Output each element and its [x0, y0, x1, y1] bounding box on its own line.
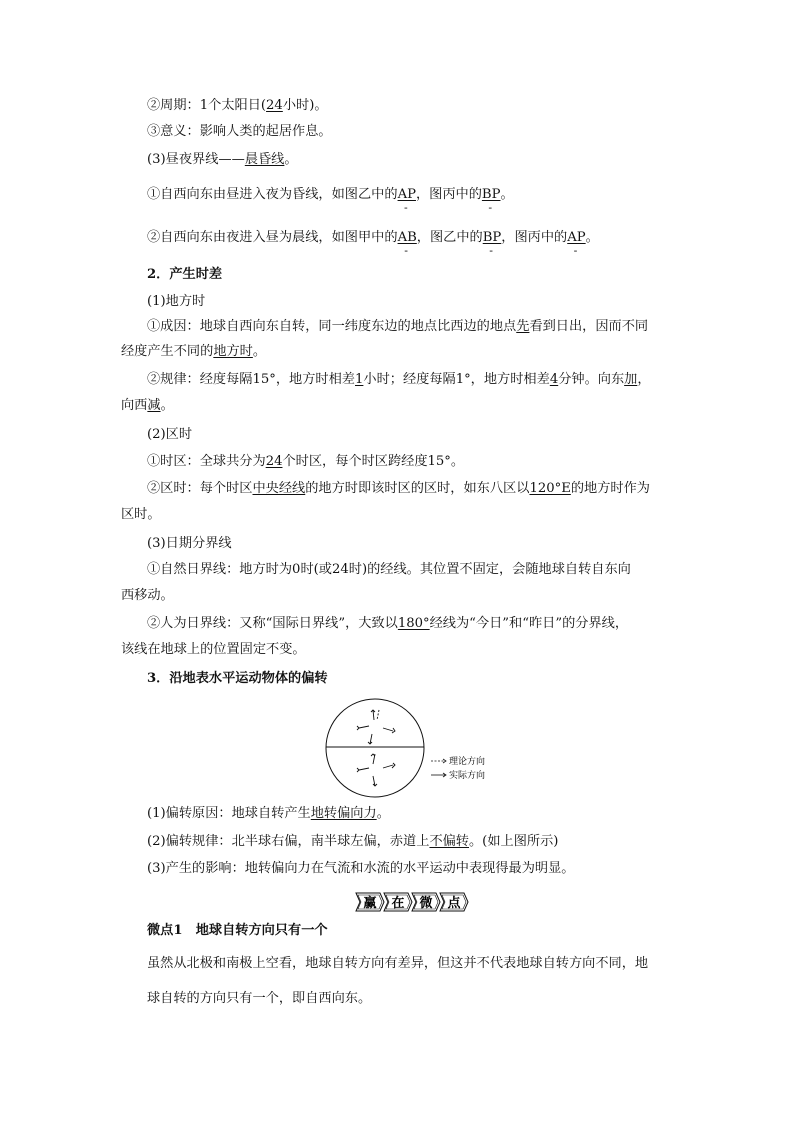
section-banner [352, 891, 472, 913]
text-span: 微点1 地球自转方向只有一个 [147, 923, 328, 938]
text-span: ①时区：全球共分为 [147, 454, 266, 469]
text-span: ②区时：每个时区 [147, 481, 253, 496]
text-line [121, 397, 174, 415]
text-line [147, 955, 648, 973]
text-span: 。 [500, 187, 514, 202]
underlined-answer: AP - [398, 186, 416, 204]
underlined-answer: 地方时 [213, 344, 253, 359]
text-span: 向西 [121, 398, 148, 413]
text-span: 。 [376, 806, 390, 821]
text-span: 个时区，每个时区跨经度15°。 [282, 454, 465, 469]
text-span: (1)偏转原因：地球自转产生 [147, 806, 311, 821]
text-span: (2)偏转规律：北半球右偏，南半球左偏，赤道上 [147, 834, 430, 849]
text-span: 分钟。向东 [558, 372, 625, 387]
text-span: 。 [284, 152, 298, 167]
text-line [147, 426, 192, 444]
text-line [147, 151, 298, 169]
text-span: ②自西向东由夜进入昼为晨线，如图甲中的 [147, 230, 398, 245]
text-span: ②人为日界线：又称“国际日界线”，大致以 [147, 616, 398, 631]
text-span: ， [637, 372, 651, 387]
text-span: (3)产生的影响：地转偏向力在气流和水流的水平运动中表现得最为明显。 [147, 861, 575, 876]
underlined-answer: 120°E [529, 481, 571, 496]
underlined-answer: 地转偏向力 [310, 806, 377, 821]
text-line [147, 453, 464, 471]
text-span: 经线为“今日”和“昨日”的分界线， [429, 616, 629, 631]
text-span: ①成因：地球自西向东自转，同一纬度东边的地点比西边的地点 [147, 319, 517, 334]
underlined-answer: AP - [567, 229, 585, 247]
text-span: 的地方时作为 [570, 481, 650, 496]
text-span: 看到日出，因而不同 [529, 319, 649, 334]
text-span: (2)区时 [147, 427, 193, 442]
text-span: ，图丙中的 [415, 187, 482, 202]
legend [431, 755, 485, 780]
underlined-answer: AB - [398, 229, 417, 247]
text-span: 球自转的方向只有一个，即自西向东。 [147, 991, 372, 1006]
text-span: 。 [252, 344, 267, 359]
text-line [147, 535, 232, 553]
legend-theory: 理论方向 [449, 756, 486, 766]
underlined-answer: 1 [355, 372, 364, 387]
banner-char: 点 [447, 895, 461, 910]
text-span: 虽然从北极和南极上空看，地球自转方向有差异，但这并不代表地球自转方向不同，地 [147, 956, 649, 971]
text-line [147, 318, 648, 336]
text-span: (1)地方时 [147, 294, 206, 309]
text-line [147, 186, 514, 204]
text-line [147, 97, 328, 115]
underlined-answer: 不偏转 [429, 834, 469, 849]
underlined-answer: 中央经线 [252, 481, 306, 496]
text-span: ，图丙中的 [501, 230, 568, 245]
text-line [121, 343, 266, 361]
text-line [147, 123, 332, 141]
text-line [147, 229, 599, 247]
text-line [147, 833, 558, 851]
text-line [147, 805, 390, 823]
text-span: ③意义：影响人类的起居作息。 [147, 124, 332, 139]
text-line [147, 561, 631, 579]
text-line [121, 506, 161, 524]
underlined-answer: 先 [516, 319, 530, 334]
text-span: 区时。 [121, 507, 161, 522]
text-span: 3．沿地表水平运动物体的偏转 [147, 671, 328, 686]
text-span: (3)昼夜界线—— [147, 152, 245, 167]
underlined-answer: 24 [266, 98, 283, 113]
text-span: 2．产生时差 [147, 267, 223, 282]
text-span: (3)日期分界线 [147, 536, 232, 551]
southern-arrows [357, 754, 395, 786]
text-span: 小时；经度每隔1°，地方时相差 [363, 372, 550, 387]
earth-circle [326, 699, 424, 797]
text-line [147, 990, 371, 1008]
text-line [147, 860, 575, 878]
text-line [147, 670, 328, 688]
text-line [121, 587, 174, 605]
text-span: 。 [585, 230, 599, 245]
text-line [147, 615, 628, 633]
text-span: ②周期：1个太阳日( [147, 98, 267, 113]
text-line [147, 266, 222, 284]
underlined-answer: 加 [624, 372, 638, 387]
text-span: 的地方时即该时区的区时，如东八区以 [305, 481, 530, 496]
deflection-diagram [323, 698, 503, 798]
text-line [147, 480, 650, 498]
legend-actual: 实际方向 [449, 770, 486, 780]
text-span: 该线在地球上的位置固定不变。 [121, 642, 306, 657]
text-span: ②规律：经度每隔15°，地方时相差 [147, 372, 355, 387]
text-span: ①自然日界线：地方时为0时(或24时)的经线。其位置不固定，会随地球自转自东向 [147, 562, 631, 577]
text-line [147, 293, 205, 311]
text-line [121, 641, 306, 659]
underlined-answer: 减 [147, 398, 161, 413]
text-line [147, 922, 328, 940]
text-span: ，图乙中的 [416, 230, 483, 245]
northern-arrows [357, 710, 395, 744]
text-line [147, 371, 651, 389]
text-span: 小时)。 [282, 98, 328, 113]
underlined-answer: 180° [397, 616, 430, 631]
underlined-answer: 24 [265, 454, 283, 469]
text-span: 。(如上图所示) [469, 834, 559, 849]
text-span: 经度产生不同的 [121, 344, 214, 359]
underlined-answer: 4 [549, 372, 559, 387]
underlined-answer: BP - [483, 229, 502, 247]
text-span: 。 [160, 398, 174, 413]
banner-char: 赢 [363, 895, 377, 910]
text-span: ①自西向东由昼进入夜为昏线，如图乙中的 [147, 187, 398, 202]
banner-char: 在 [391, 895, 405, 910]
underlined-answer: 晨昏线 [244, 152, 285, 167]
text-span: 西移动。 [121, 588, 174, 603]
banner-char: 微 [419, 895, 433, 910]
underlined-answer: BP - [482, 186, 501, 204]
